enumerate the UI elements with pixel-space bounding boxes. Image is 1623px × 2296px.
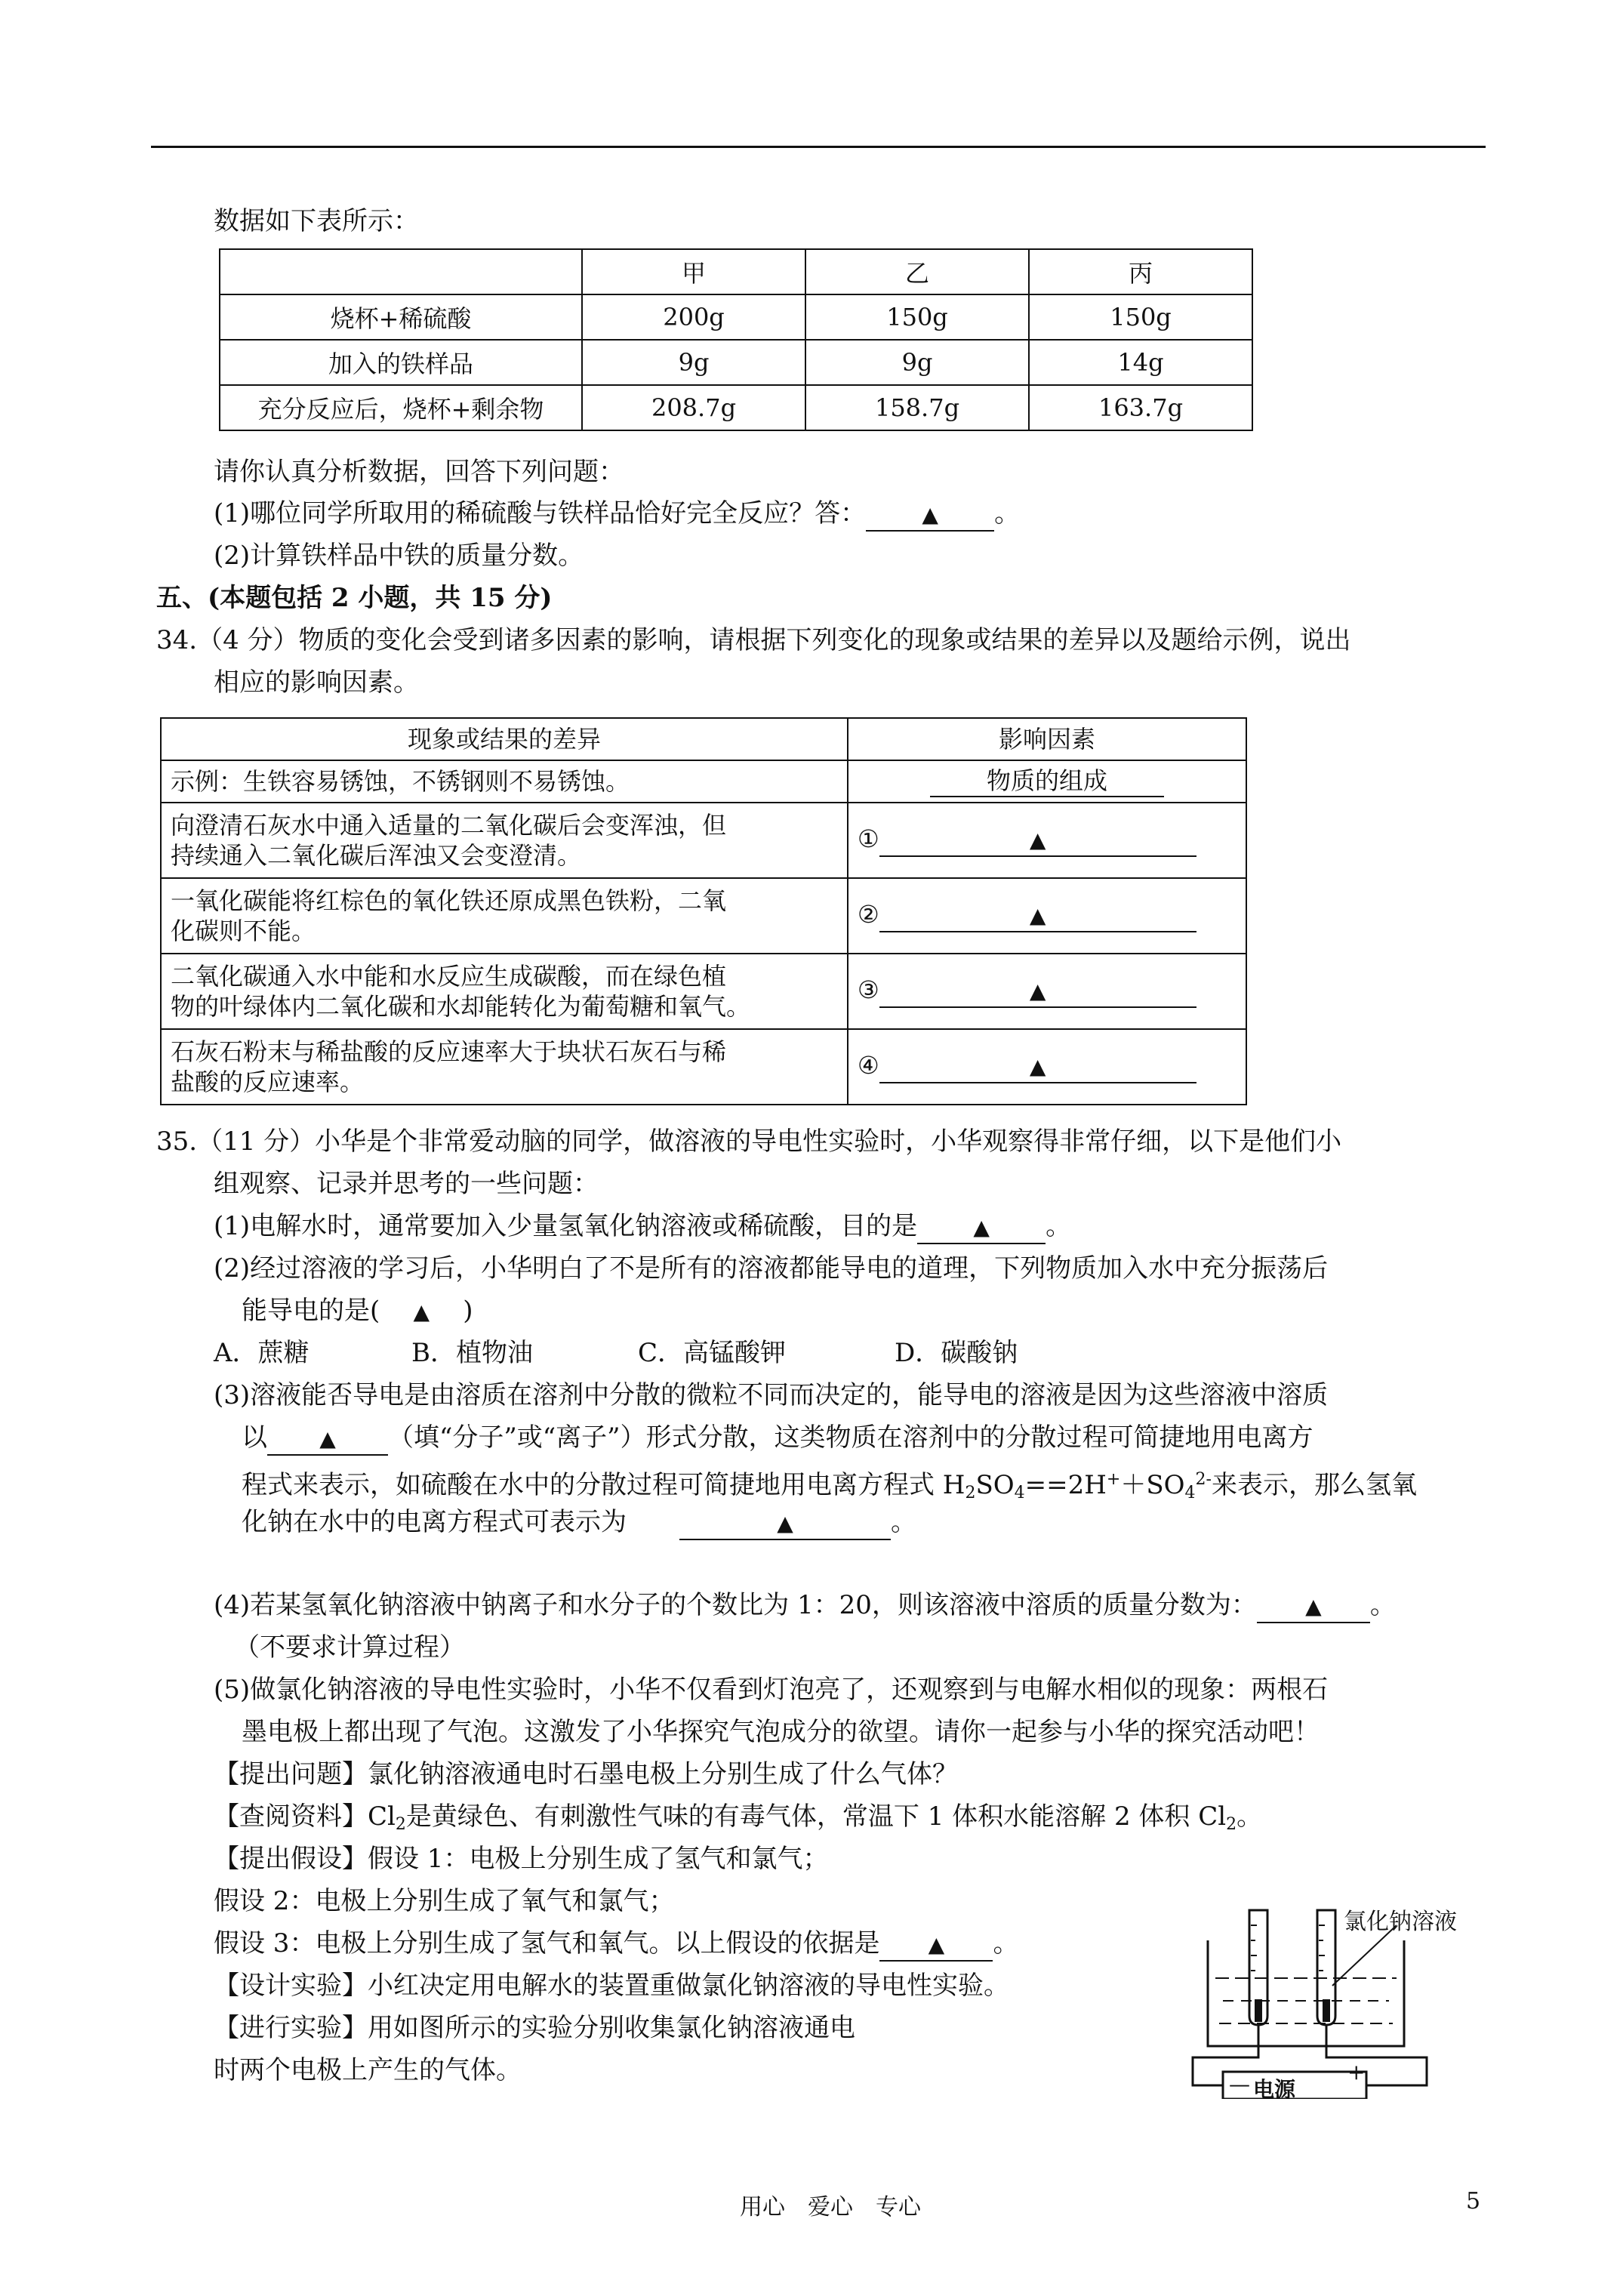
q33-lead: 请你认真分析数据，回答下列问题： xyxy=(214,457,624,487)
hypothesis-1: 【提出假设】假设 1：电极上分别生成了氢气和氯气； xyxy=(214,1844,829,1874)
table-row xyxy=(161,954,1246,1029)
table-cell: 石灰石粉末与稀盐酸的反应速率大于块状石灰石与稀 盐酸的反应速率。 xyxy=(161,1029,848,1105)
table-cell: 14g xyxy=(1029,340,1252,385)
triangle-icon: ▲ xyxy=(1029,827,1046,852)
table-cell: ③ ▲ xyxy=(848,954,1246,1029)
q35-part2-line1: (2)经过溶液的学习后，小华明白了不是所有的溶液都能导电的道理，下列物质加入水中充分振荡后 xyxy=(214,1253,1329,1284)
answer-blank[interactable] xyxy=(267,1422,388,1456)
q35-part2-line2: 能导电的是( ▲ ) xyxy=(242,1296,473,1326)
table-row xyxy=(220,294,1252,340)
table-row xyxy=(220,340,1252,385)
table-cell: 150g xyxy=(1029,294,1252,340)
table-header-row xyxy=(220,249,1252,294)
q33-part1: (1)哪位同学所取用的稀硫酸与铁样品恰好完全反应？答： ▲ 。 xyxy=(214,498,1020,532)
table-header-cell: 影响因素 xyxy=(848,718,1246,760)
table-header-cell: 乙 xyxy=(805,249,1029,294)
table-cell: 9g xyxy=(805,340,1029,385)
answer-blank[interactable] xyxy=(879,1928,993,1962)
section-heading: 五、(本题包括 2 小题，共 15 分) xyxy=(156,583,553,613)
table-header-cell xyxy=(220,249,582,294)
table-cell: 一氧化碳能将红棕色的氧化铁还原成黑色铁粉，二氧 化碳则不能。 xyxy=(161,878,848,954)
table-row xyxy=(161,760,1246,803)
q34-line1: 34.（4 分）物质的变化会受到诸多因素的影响，请根据下列变化的现象或结果的差异以及题给示例，说出 xyxy=(156,625,1351,655)
table-cell: 208.7g xyxy=(582,385,805,430)
table-cell: 163.7g xyxy=(1029,385,1252,430)
table-cell: 150g xyxy=(805,294,1029,340)
triangle-icon: ▲ xyxy=(319,1426,336,1451)
q35-part5-line1: (5)做氯化钠溶液的导电性实验时，小华不仅看到灯泡亮了，还观察到与电解水相似的现象：两根石 xyxy=(214,1675,1329,1705)
q35-part3-line3: 程式来表示，如硫酸在水中的分散过程可简捷地用电离方程式 $H_2SO_4==2H^++SO_4^{2-}$来表示，那么氢氧 xyxy=(242,1470,1417,1502)
q35-line1: 35.（11 分）小华是个非常爱动脑的同学，做溶液的导电性实验时，小华观察得非常仔细，以下是他们小 xyxy=(156,1126,1342,1157)
do-experiment-line1: 【进行实验】用如图所示的实验分别收集氯化钠溶液通电 xyxy=(214,2013,855,2043)
intro-text: 数据如下表所示： xyxy=(214,206,419,236)
minus-terminal: — xyxy=(1229,2072,1250,2097)
q35-part3-line1: (3)溶液能否导电是由溶质在溶剂中分散的微粒不同而决定的，能导电的溶液是因为这些溶液中溶质 xyxy=(214,1380,1329,1410)
answer-blank[interactable] xyxy=(917,1211,1046,1244)
option-d[interactable]: D．碳酸钠 xyxy=(895,1338,1018,1368)
q34-line2: 相应的影响因素。 xyxy=(214,667,419,698)
answer-blank[interactable] xyxy=(879,975,1196,1008)
table-header-cell: 现象或结果的差异 xyxy=(161,718,848,760)
option-a[interactable]: A．蔗糖 xyxy=(214,1338,310,1368)
answer-blank[interactable] xyxy=(879,824,1196,857)
data-table xyxy=(219,248,1253,431)
do-experiment-line2: 时两个电极上产生的气体。 xyxy=(214,2055,522,2085)
q35-part4-line1: (4)若某氢氧化钠溶液中钠离子和水分子的个数比为 1：20，则该溶液中溶质的质量分数为： ▲ 。 xyxy=(214,1590,1396,1623)
q35-part3-line4: 化钠在水中的电离方程式可表示为 ▲ 。 xyxy=(242,1507,916,1540)
hypothesis-2: 假设 2：电极上分别生成了氧气和氯气； xyxy=(214,1886,675,1916)
table-cell: 烧杯+稀硫酸 xyxy=(220,294,582,340)
table-cell xyxy=(848,760,1246,803)
option-b[interactable]: B．植物油 xyxy=(411,1338,533,1368)
power-source-label: 电源 xyxy=(1253,2077,1296,2102)
answer-blank[interactable] xyxy=(679,1507,891,1540)
hypothesis-3: 假设 3：电极上分别生成了氢气和氧气。以上假设的依据是 ▲ 。 xyxy=(214,1928,1018,1962)
table-cell: ② ▲ xyxy=(848,878,1246,954)
table-cell: 充分反应后，烧杯+剩余物 xyxy=(220,385,582,430)
table-cell: 9g xyxy=(582,340,805,385)
header-rule xyxy=(151,146,1486,148)
choice-blank[interactable] xyxy=(380,1296,463,1327)
triangle-icon: ▲ xyxy=(1029,978,1046,1003)
plus-terminal: + xyxy=(1347,2060,1366,2085)
example-answer: 物质的组成 xyxy=(930,766,1164,797)
q35-line2: 组观察、记录并思考的一些问题： xyxy=(214,1169,599,1199)
table-cell: 158.7g xyxy=(805,385,1029,430)
triangle-icon: ▲ xyxy=(973,1215,990,1240)
triangle-icon: ▲ xyxy=(413,1299,430,1324)
factor-table xyxy=(160,717,1247,1105)
table-cell: 200g xyxy=(582,294,805,340)
triangle-icon: ▲ xyxy=(777,1511,793,1536)
q35-part3-line2: 以 ▲ （填“分子”或“离子”）形式分散，这类物质在溶剂中的分散过程可简捷地用电离方 xyxy=(242,1422,1313,1456)
table-header-cell: 丙 xyxy=(1029,249,1252,294)
table-row xyxy=(161,878,1246,954)
table-cell: 向澄清石灰水中通入适量的二氧化碳后会变浑浊，但 持续通入二氧化碳后浑浊又会变澄清。 xyxy=(161,803,848,878)
triangle-icon: ▲ xyxy=(1029,903,1046,928)
table-cell: 加入的铁样品 xyxy=(220,340,582,385)
table-row xyxy=(161,1029,1246,1105)
answer-blank[interactable] xyxy=(866,498,994,532)
triangle-icon: ▲ xyxy=(922,502,938,527)
q35-part5-line2: 墨电极上都出现了气泡。这激发了小华探究气泡成分的欲望。请你一起参与小华的探究活动吧！ xyxy=(242,1717,1320,1747)
answer-blank[interactable] xyxy=(1257,1590,1370,1623)
page-number: 5 xyxy=(1466,2188,1481,2214)
q33-part2: (2)计算铁样品中铁的质量分数。 xyxy=(214,541,584,571)
triangle-icon: ▲ xyxy=(928,1932,945,1957)
table-row xyxy=(220,385,1252,430)
answer-blank[interactable] xyxy=(879,1050,1196,1083)
table-header-cell: 甲 xyxy=(582,249,805,294)
design-experiment: 【设计实验】小红决定用电解水的装置重做氯化钠溶液的导电性实验。 xyxy=(214,1971,1009,2001)
answer-blank[interactable] xyxy=(879,899,1196,932)
table-cell: ① ▲ xyxy=(848,803,1246,878)
figure-label: 氯化钠溶液 xyxy=(1344,1909,1457,1935)
table-cell: 二氧化碳通入水中能和水反应生成碳酸，而在绿色植 物的叶绿体内二氧化碳和水却能转化为葡萄糖和氧气。 xyxy=(161,954,848,1029)
q35-part1: (1)电解水时，通常要加入少量氢氧化钠溶液或稀硫酸，目的是 ▲ 。 xyxy=(214,1211,1071,1244)
triangle-icon: ▲ xyxy=(1029,1054,1046,1079)
reference-info: 【查阅资料】$Cl_2$是黄绿色、有刺激性气味的有毒气体，常温下 1 体积水能溶解 2 体积 $Cl_2$。 xyxy=(214,1801,1263,1834)
table-header-row xyxy=(161,718,1246,760)
table-row xyxy=(161,803,1246,878)
table-cell: ④ ▲ xyxy=(848,1029,1246,1105)
q35-part4-line2: （不要求计算过程） xyxy=(234,1632,465,1663)
table-cell: 示例：生铁容易锈蚀，不锈钢则不易锈蚀。 xyxy=(161,760,848,803)
option-c[interactable]: C．高锰酸钾 xyxy=(638,1338,787,1368)
footer-motto: 用心 爱心 专心 xyxy=(740,2194,921,2220)
ask-question: 【提出问题】氯化钠溶液通电时石墨电极上分别生成了什么气体？ xyxy=(214,1759,958,1789)
triangle-icon: ▲ xyxy=(1305,1594,1322,1619)
